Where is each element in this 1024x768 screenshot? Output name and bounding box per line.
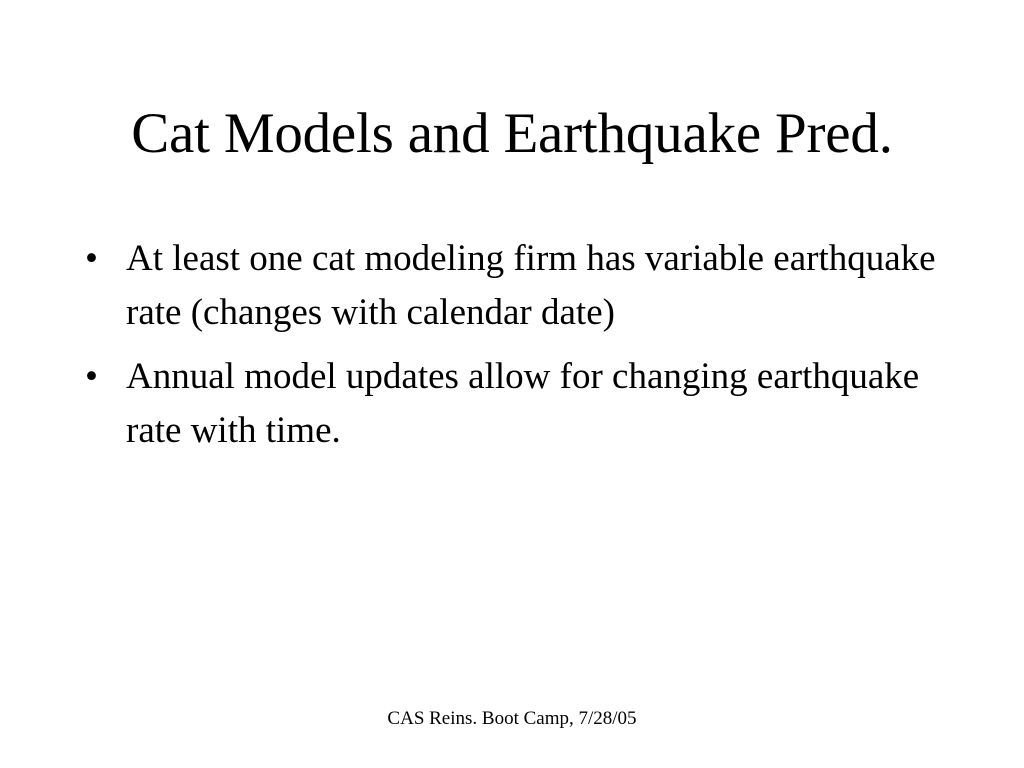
slide-title: Cat Models and Earthquake Pred.: [131, 102, 893, 165]
bullet-list: [85, 232, 945, 468]
slide-footer: CAS Reins. Boot Camp, 7/28/05: [387, 708, 637, 729]
bullet-icon: •: [85, 356, 98, 397]
bullet-item: [85, 232, 945, 340]
bullet-icon: •: [85, 238, 98, 279]
bullet-item: [85, 350, 945, 458]
bullet-text: At least one cat modeling firm has variable earthquake rate (changes with calendar date): [126, 238, 936, 333]
bullet-text: Annual model updates allow for changing earthquake rate with time.: [126, 356, 920, 451]
